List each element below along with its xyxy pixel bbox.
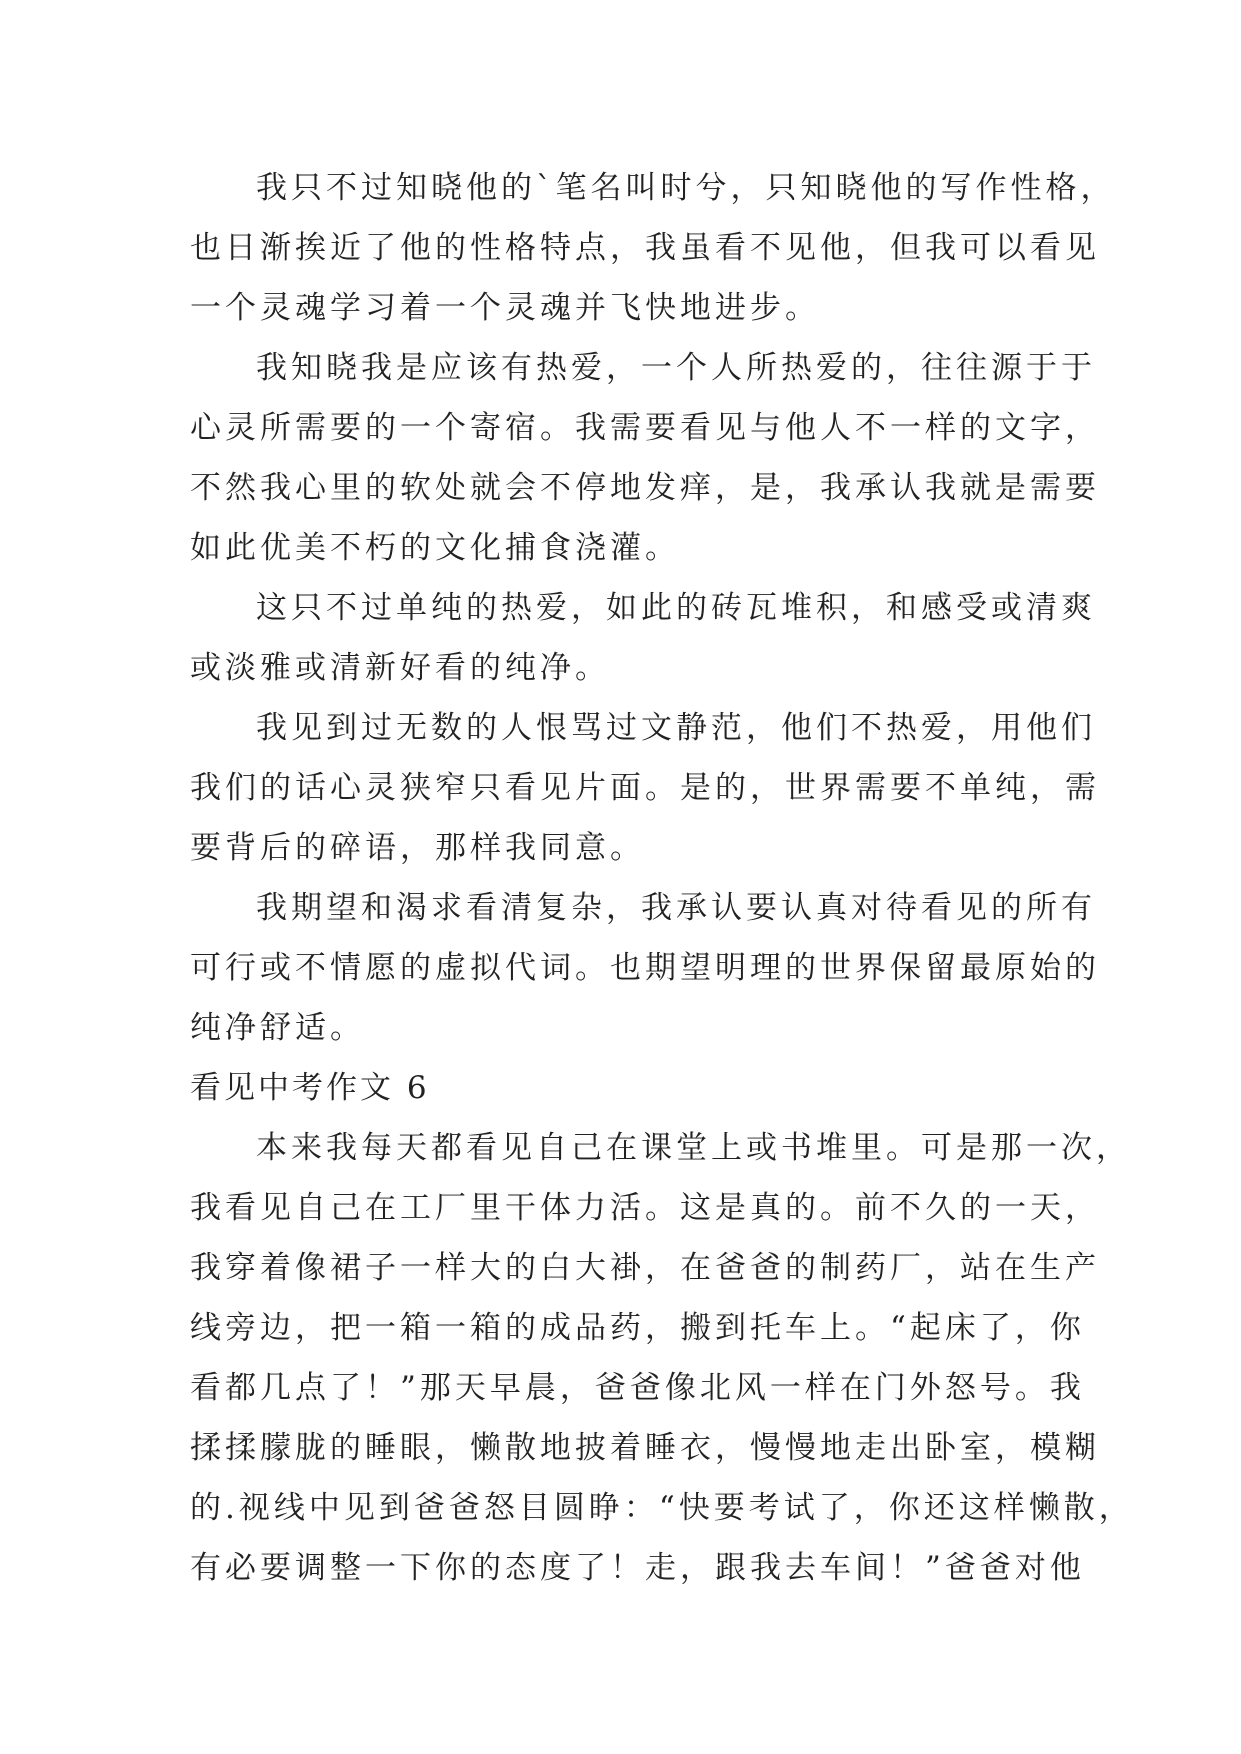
text-line: 或淡雅或清新好看的纯净。 xyxy=(190,650,610,686)
text-line: 可行或不情愿的虚拟代词。也期望明理的世界保留最原始的 xyxy=(190,950,1100,986)
text-line: 我们的话心灵狭窄只看见片面。是的，世界需要不单纯，需 xyxy=(190,770,1100,806)
text-line: 如此优美不朽的文化捕食浇灌。 xyxy=(190,530,680,566)
text-line: 我期望和渴求看清复杂，我承认要认真对待看见的所有 xyxy=(256,890,1096,926)
text-line: 心灵所需要的一个寄宿。我需要看见与他人不一样的文字， xyxy=(190,410,1100,446)
text-line: 也日渐挨近了他的性格特点，我虽看不见他，但我可以看见 xyxy=(190,230,1100,266)
text-line: 纯净舒适。 xyxy=(190,1010,365,1046)
text-line: 不然我心里的软处就会不停地发痒，是，我承认我就是需要 xyxy=(190,470,1100,506)
text-line: 我看见自己在工厂里干体力活。这是真的。前不久的一天， xyxy=(190,1190,1100,1226)
text-line: 我见到过无数的人恨骂过文静范，他们不热爱，用他们 xyxy=(256,710,1096,746)
text-line: 这只不过单纯的热爱，如此的砖瓦堆积，和感受或清爽 xyxy=(256,590,1096,626)
text-line: 本来我每天都看见自己在课堂上或书堆里。可是那一次， xyxy=(256,1130,1131,1166)
text-line: 线旁边，把一箱一箱的成品药，搬到托车上。“起床了，你 xyxy=(190,1310,1085,1346)
text-line: 的.视线中见到爸爸怒目圆睁：“快要考试了，你还这样懒散， xyxy=(190,1490,1134,1526)
text-line: 我只不过知晓他的`笔名叫时兮，只知晓他的写作性格， xyxy=(256,170,1116,206)
section-heading: 看见中考作文 6 xyxy=(190,1070,430,1106)
text-line: 我穿着像裙子一样大的白大褂，在爸爸的制药厂，站在生产 xyxy=(190,1250,1100,1286)
text-line: 看都几点了！”那天早晨，爸爸像北风一样在门外怒号。我 xyxy=(190,1370,1085,1406)
text-line: 一个灵魂学习着一个灵魂并飞快地进步。 xyxy=(190,290,820,326)
article-body xyxy=(190,158,1134,1598)
text-line: 我知晓我是应该有热爱，一个人所热爱的，往往源于于 xyxy=(256,350,1096,386)
text-line: 要背后的碎语，那样我同意。 xyxy=(190,830,645,866)
text-line: 有必要调整一下你的态度了！走，跟我去车间！”爸爸对他 xyxy=(190,1550,1085,1586)
text-line: 揉揉朦胧的睡眼，懒散地披着睡衣，慢慢地走出卧室，模糊 xyxy=(190,1430,1100,1466)
